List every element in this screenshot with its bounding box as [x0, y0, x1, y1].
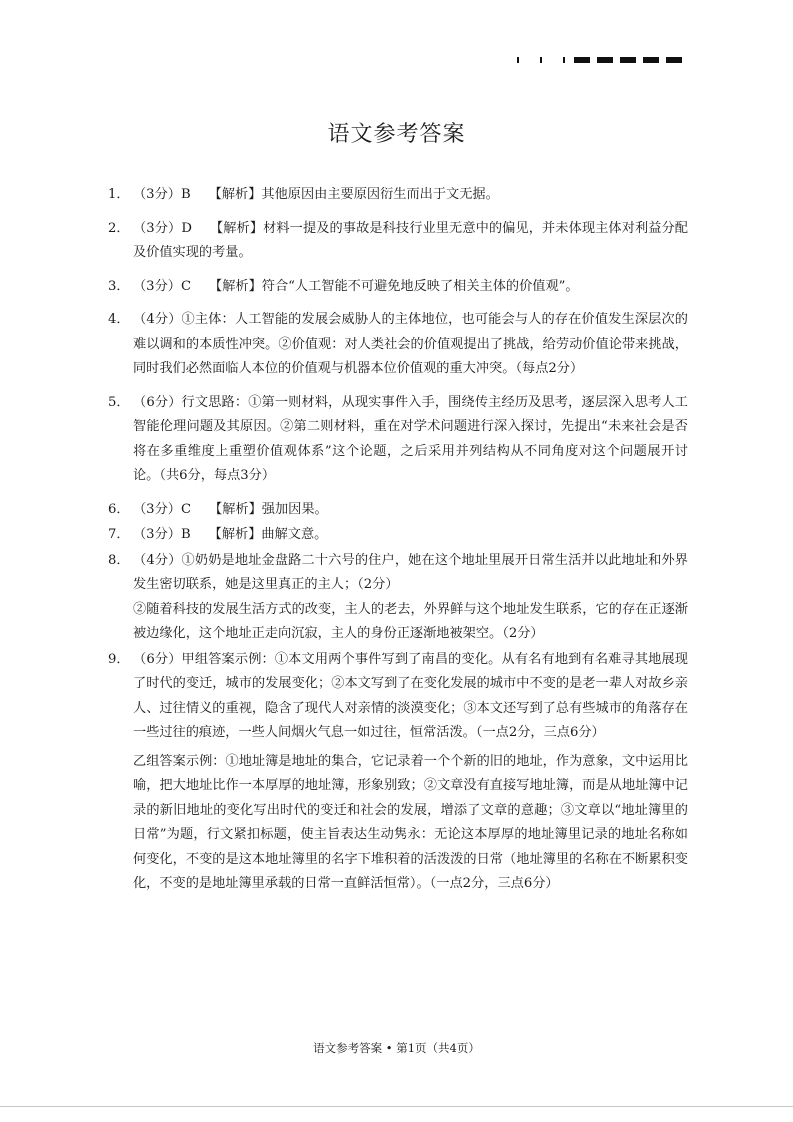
answer-item-4: [108, 308, 688, 382]
item-note: 【解析】其他原因由主要原因衍生而出于文无据。: [208, 187, 499, 202]
item-score: （3分）B: [133, 187, 191, 202]
item-number: 9．: [108, 651, 130, 667]
item-text-group-b: 乙组答案示例：①地址簿是地址的集合，它记录着一个个新的旧的地址，作为意象，文中运用比喻，把大地址比作一本厚厚的地址簿，形象别致；②文章没有直接写地址簿，而是从地址簿中记录的新旧地址的变化写出时代的变迁和社会的发展，增添了文章的意趣；③文章以“地址簿里的日常”为题，行文紧扣标题，使主旨表达生动隽永：无论这本厚厚的地址簿里记录的地址名称如何变化，不变的是这本地址簿里的名字下堆积着的活泼泼的日常（地址簿里的名称在不断累积变化，不变的是地址簿里承载的日常一直鲜活恒常）。（一点2分，三点6分）: [133, 753, 688, 891]
answer-item-9: [108, 648, 688, 897]
item-number: 6．: [108, 501, 130, 517]
item-note: 【解析】符合“人工智能不可避免地反映了相关主体的价值观”。: [209, 278, 579, 294]
item-note: 【解析】曲解文意。: [208, 527, 328, 542]
item-number: 1．: [108, 187, 130, 202]
answer-item-7: [108, 523, 688, 548]
item-score: （3分）C: [133, 278, 192, 294]
item-text: （6分）行文思路：①第一则材料，从现实事件入手，围绕传主经历及思考，逐层深入思考人工智能伦理问题及其原因。②第二则材料，重在对学术问题进行深入探讨，先提出“未来社会是否将在多重维度上重塑价值观体系”这个论题，之后采用并列结构从不同角度对这个问题展开讨论。（共6分，每点3分）: [133, 394, 688, 483]
item-number: 5．: [108, 394, 130, 410]
item-text: （4分）①主体：人工智能的发展会威胁人的主体地位，也可能会与人的存在价值发生深层次的难以调和的本质性冲突。②价值观：对人类社会的价值观提出了挑战，给劳动价值论带来挑战，同时我们必然面临人本位的价值观与机器本位价值观的重大冲突。（每点2分）: [133, 312, 688, 376]
item-text-group-a: （6分）甲组答案示例：①本文用两个事件写到了南昌的变化。从有名有地到有名难寻其地展现了时代的变迁，城市的发展变化；②本文写到了在变化发展的城市中不变的是老一辈人对故乡亲人、过往情义的重视，隐含了现代人对亲情的淡漠变化；③本文还写到了总有些城市的角落存在一些过往的痕迹，一些人间烟火气息一如过往，恒常活泼。（一点2分，三点6分）: [133, 651, 688, 740]
page-title: 语文参考答案: [327, 122, 466, 147]
item-note: 【解析】材料一提及的事故是科技行业里无意中的偏见，并未体现主体对利益分配及价值实现的考量。: [133, 220, 688, 260]
item-text: （4分）①奶奶是地址金盘路二十六号的住户，她在这个地址里展开日常生活并以此地址和外界发生密切联系，她是这里真正的主人；（2分）: [133, 552, 688, 592]
answer-item-2: [108, 217, 688, 266]
item-number: 4．: [108, 312, 130, 327]
item-score: （3分）B: [133, 527, 191, 542]
answer-item-6: [108, 498, 688, 523]
item-number: 2．: [108, 220, 130, 236]
item-text-continued: ②随着科技的发展生活方式的改变，主人的老去，外界鲜与这个地址发生联系，它的存在正逐渐被边缘化，这个地址正走向沉寂，主人的身份正逐渐地被架空。（2分）: [133, 601, 688, 641]
item-note: 【解析】强加因果。: [209, 501, 328, 517]
item-score: （3分）C: [133, 501, 192, 517]
answer-item-8: [108, 549, 688, 647]
item-number: 7．: [108, 527, 130, 542]
answer-item-3: [108, 275, 688, 300]
item-score: （3分）D: [133, 220, 192, 236]
item-number: 8．: [108, 552, 130, 568]
item-number: 3．: [108, 278, 130, 294]
page-footer: 语文参考答案 • 第1页（共4页）: [313, 1041, 480, 1055]
answer-item-1: [108, 183, 688, 208]
answer-item-5: [108, 391, 688, 489]
answer-list: [108, 183, 688, 906]
bottom-divider: [0, 1106, 793, 1107]
